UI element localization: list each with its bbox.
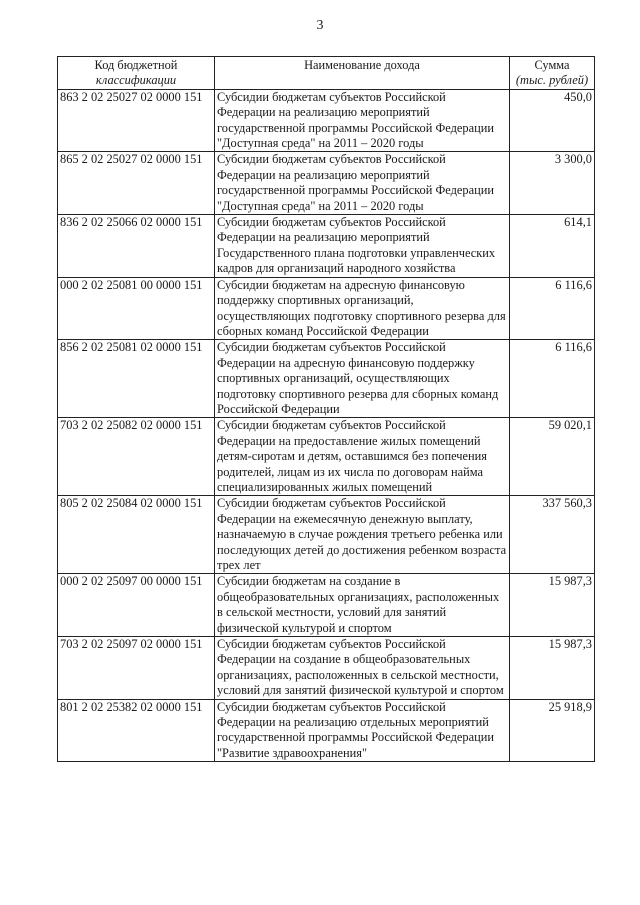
row-sum: 337 560,3 — [510, 496, 595, 574]
row-sum: 6 116,6 — [510, 340, 595, 418]
table-row — [58, 637, 595, 700]
row-name: Субсидии бюджетам субъектов Российской Федерации на реализацию мероприятий Государственного плана подготовки управленческих кадров для организаций народного хозяйства — [215, 215, 510, 278]
row-name: Субсидии бюджетам субъектов Российской Федерации на реализацию мероприятий государственной программы Российской Федерации "Доступная среда" на 2011 – 2020 годы — [215, 152, 510, 215]
row-sum: 6 116,6 — [510, 277, 595, 340]
table-row — [58, 574, 595, 637]
row-code: 703 2 02 25097 02 0000 151 — [58, 637, 215, 700]
row-code: 805 2 02 25084 02 0000 151 — [58, 496, 215, 574]
row-code: 856 2 02 25081 02 0000 151 — [58, 340, 215, 418]
row-sum: 614,1 — [510, 215, 595, 278]
header-code — [58, 57, 215, 90]
row-name: Субсидии бюджетам на адресную финансовую поддержку спортивных организаций, осуществляющих подготовку спортивного резерва для сборных команд Российской Федерации — [215, 277, 510, 340]
row-name: Субсидии бюджетам субъектов Российской Федерации на реализацию мероприятий государственной программы Российской Федерации "Доступная среда" на 2011 – 2020 годы — [215, 89, 510, 152]
row-sum: 15 987,3 — [510, 574, 595, 637]
table-row — [58, 340, 595, 418]
budget-income-table — [57, 56, 595, 762]
header-sum-line1: Сумма — [534, 58, 570, 72]
row-code: 000 2 02 25097 00 0000 151 — [58, 574, 215, 637]
header-sum — [510, 57, 595, 90]
header-code-line2: классификации — [95, 73, 177, 88]
row-code: 703 2 02 25082 02 0000 151 — [58, 418, 215, 496]
row-name: Субсидии бюджетам субъектов Российской Федерации на предоставление жилых помещений детям-сиротам и детям, оставшимся без попечения родителей, лицам из их числа по договорам найма специализированных жилых помещений — [215, 418, 510, 496]
row-name: Субсидии бюджетам субъектов Российской Федерации на создание в общеобразовательных организациях, расположенных в сельской местности, условий для занятий физической культурой и спортом — [215, 637, 510, 700]
page-number: 3 — [316, 18, 324, 33]
row-name: Субсидии бюджетам на создание в общеобразовательных организациях, расположенных в сельской местности, условий для занятий физической культурой и спортом — [215, 574, 510, 637]
row-sum: 15 987,3 — [510, 637, 595, 700]
row-name: Субсидии бюджетам субъектов Российской Федерации на ежемесячную денежную выплату, назначаемую в случае рождения третьего ребенка или последующих детей до достижения ребенком возраста трех лет — [215, 496, 510, 574]
table-row — [58, 152, 595, 215]
table-header-row — [58, 57, 595, 90]
row-code: 000 2 02 25081 00 0000 151 — [58, 277, 215, 340]
header-name: Наименование дохода — [215, 57, 510, 90]
table-row — [58, 496, 595, 574]
row-sum: 450,0 — [510, 89, 595, 152]
header-sum-line2: (тыс. рублей) — [515, 73, 589, 88]
table-row — [58, 418, 595, 496]
row-sum: 59 020,1 — [510, 418, 595, 496]
table-row — [58, 277, 595, 340]
row-code: 863 2 02 25027 02 0000 151 — [58, 89, 215, 152]
row-sum: 3 300,0 — [510, 152, 595, 215]
row-sum: 25 918,9 — [510, 699, 595, 762]
row-code: 801 2 02 25382 02 0000 151 — [58, 699, 215, 762]
table-row — [58, 699, 595, 762]
header-code-line1: Код бюджетной — [94, 58, 178, 72]
row-code: 836 2 02 25066 02 0000 151 — [58, 215, 215, 278]
table-row — [58, 89, 595, 152]
row-code: 865 2 02 25027 02 0000 151 — [58, 152, 215, 215]
row-name: Субсидии бюджетам субъектов Российской Федерации на адресную финансовую поддержку спортивных организаций, осуществляющих подготовку спортивного резерва для сборных команд Российской Федерации — [215, 340, 510, 418]
row-name: Субсидии бюджетам субъектов Российской Федерации на реализацию отдельных мероприятий государственной программы Российской Федерации "Развитие здравоохранения" — [215, 699, 510, 762]
table-row — [58, 215, 595, 278]
